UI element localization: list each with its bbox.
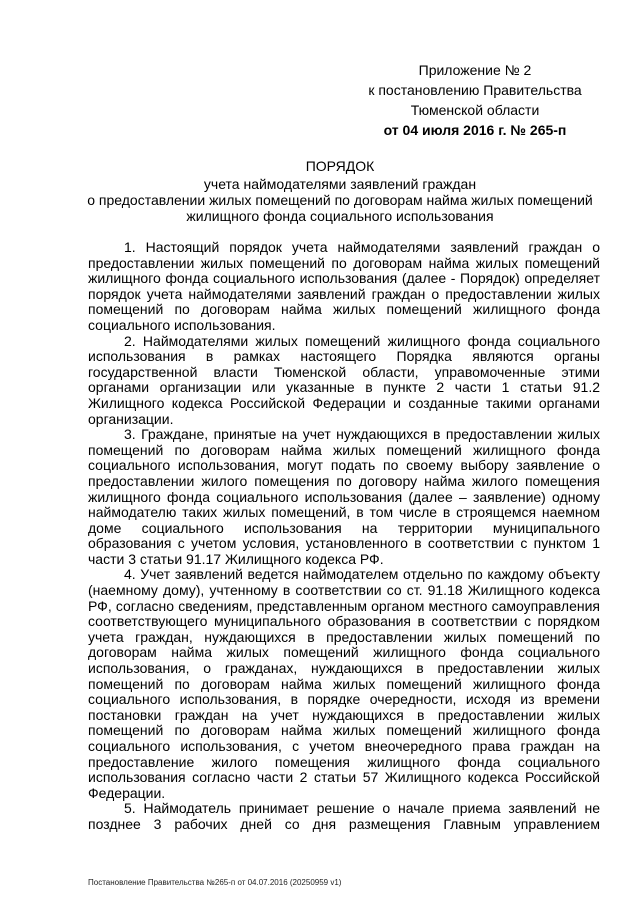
paragraph-2: 2. Наймодателями жилых помещений жилищного фонда социального использования в рамках настоящего Порядка являются органы государственной власти Тюменской области, управомоченные этими органами организации или указанные в пункте 2 части 1 статьи 91.2 Жилищного кодекса Российской Федерации и созданные такими органами организации. [88, 332, 600, 427]
paragraph-1: 1. Настоящий порядок учета наймодателями заявлений граждан о предоставлении жилых помещений по договорам найма жилых помещений жилищного фонда социального использования (далее - Порядок) определяет порядок учета наймодателями заявлений граждан о предоставлении жилых помещений по договорам найма жилых помещений жилищного фонда социального использования. [88, 239, 600, 333]
page-footer: Постановление Правительства №265-п от 04.07.2016 (20250959 v1) [88, 878, 342, 887]
appendix-block [360, 60, 590, 140]
appendix-reference: к постановлению Правительства [368, 82, 582, 98]
document-title [60, 158, 620, 224]
title-heading: ПОРЯДОК [305, 158, 375, 174]
title-line-1: учета наймодателями заявлений граждан [203, 176, 477, 192]
paragraph-4: 4. Учет заявлений ведется наймодателем отдельно по каждому объекту (наемному дому), учтенному в соответствии со ст. 91.18 Жилищного кодекса РФ, согласно сведениям, представленным органом местного самоуправления соответствующего муниципального образования в соответствии с порядком учета граждан, нуждающихся в предоставлении жилых помещений по договорам найма жилых помещений жилищного фонда социального использования, о гражданах, нуждающихся в предоставлении жилых помещений по договорам найма жилых помещений жилищного фонда социального использования, в порядке очередности, исходя из времени постановки граждан на учет нуждающихся в предоставлении жилых помещений по договорам найма жилых помещений жилищного фонда социального использования, с учетом внеочередного права граждан на предоставление жилого помещения жилищного фонда социального использования согласно части 2 статьи 57 Жилищного кодекса Российской Федерации. [88, 566, 600, 801]
appendix-region: Тюменской области [410, 102, 540, 118]
appendix-date-number: от 04 июля 2016 г. № 265-п [383, 122, 567, 138]
title-line-3: жилищного фонда социального использования [186, 208, 494, 224]
document-body [88, 240, 600, 833]
appendix-number: Приложение № 2 [418, 62, 532, 78]
title-line-2: о предоставлении жилых помещений по договорам найма жилых помещений [87, 192, 593, 208]
paragraph-5: 5. Наймодатель принимает решение о начале приема заявлений не позднее 3 рабочих дней со дня размещения Главным управлением [88, 800, 600, 832]
paragraph-3: 3. Граждане, принятые на учет нуждающихся в предоставлении жилых помещений по договорам найма жилых помещений жилищного фонда социального использования, могут подать по своему выбору заявление о предоставлении жилого помещения по договору найма жилого помещения жилищного фонда социального использования (далее – заявление) одному наймодателю таких жилых помещений, в том числе в строящемся наемном доме социального использования на территории муниципального образования с учетом условия, установленного в соответствии с пунктом 1 части 3 статьи 91.17 Жилищного кодекса РФ. [88, 426, 600, 567]
